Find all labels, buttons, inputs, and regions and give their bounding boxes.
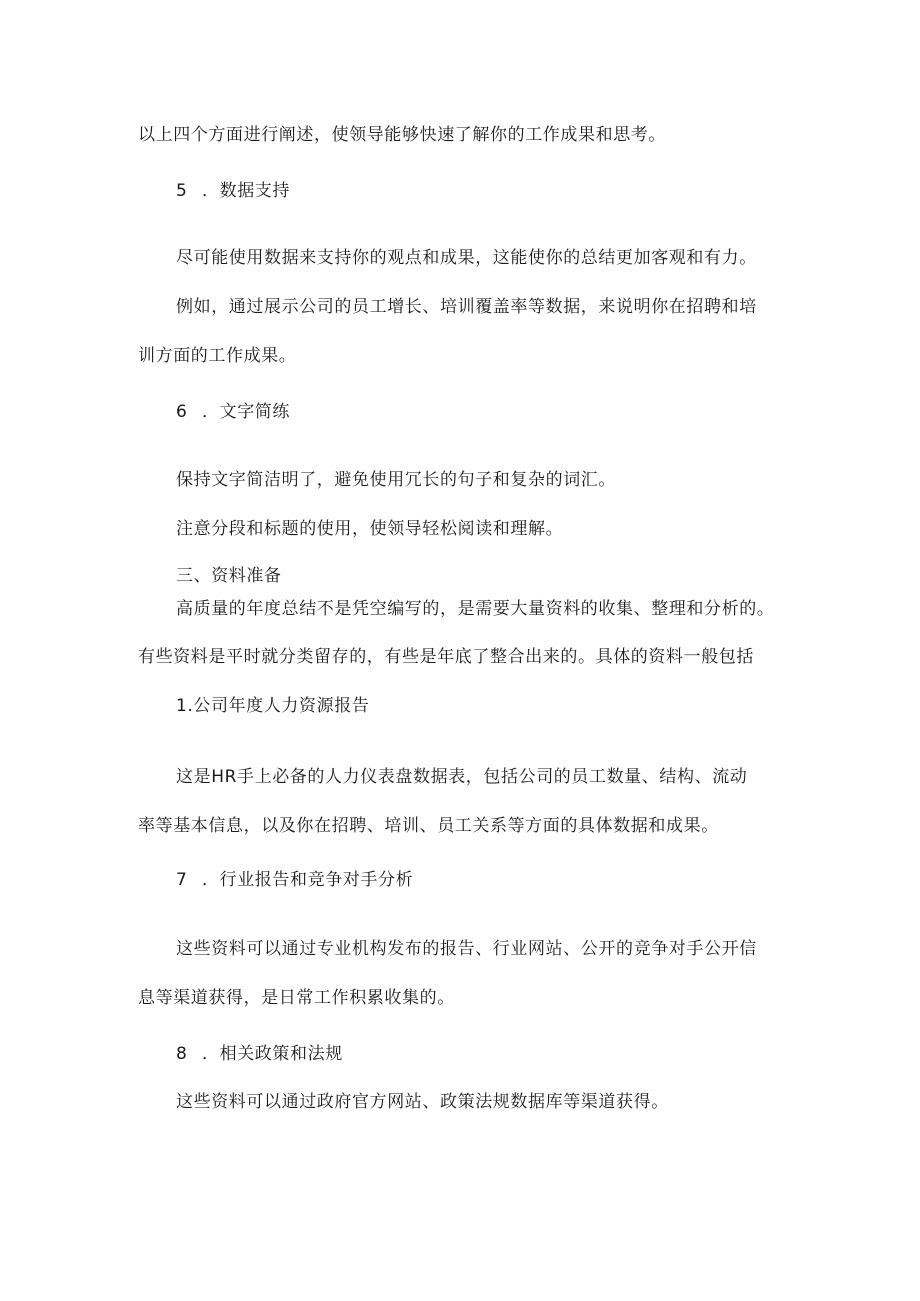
paragraph-line: 息等渠道获得，是日常工作积累收集的。 xyxy=(138,988,455,1008)
heading-title: ．相关政策和法规 xyxy=(202,1044,343,1064)
paragraph-line: 这些资料可以通过政府官方网站、政策法规数据库等渠道获得。 xyxy=(176,1092,669,1112)
paragraph-line: 高质量的年度总结不是凭空编写的，是需要大量资料的收集、整理和分析的。 xyxy=(176,599,775,619)
paragraph-line: 注意分段和标题的使用，使领导轻松阅读和理解。 xyxy=(176,519,564,539)
section-heading-8 xyxy=(176,1043,343,1065)
paragraph-line: 保持文字简洁明了，避免使用冗长的句子和复杂的词汇。 xyxy=(176,470,616,490)
section-heading-7 xyxy=(176,869,413,891)
heading-number: 8 xyxy=(176,1044,188,1064)
heading-title: ．数据支持 xyxy=(202,181,290,201)
heading-number: 6 xyxy=(176,402,188,422)
paragraph-line: 有些资料是平时就分类留存的，有些是年底了整合出来的。具体的资料一般包括 xyxy=(138,647,754,667)
section-heading-5 xyxy=(176,180,290,202)
paragraph-line: 例如，通过展示公司的员工增长、培训覆盖率等数据，来说明你在招聘和培 xyxy=(176,297,757,317)
heading-number: 5 xyxy=(176,181,188,201)
paragraph-line: 以上四个方面进行阐述，使领导能够快速了解你的工作成果和思考。 xyxy=(138,125,666,145)
heading-title: ．行业报告和竞争对手分析 xyxy=(202,870,414,890)
paragraph-line: 尽可能使用数据来支持你的观点和成果，这能使你的总结更加客观和有力。 xyxy=(176,248,757,268)
section-heading-3: 三、资料准备 xyxy=(176,566,282,586)
heading-title: ．文字简练 xyxy=(202,402,290,422)
paragraph-line: 这是HR手上必备的人力仪表盘数据表，包括公司的员工数量、结构、流动 xyxy=(176,767,748,787)
paragraph-line: 率等基本信息，以及你在招聘、培训、员工关系等方面的具体数据和成果。 xyxy=(138,816,719,836)
paragraph-line: 训方面的工作成果。 xyxy=(138,346,297,366)
heading-number: 7 xyxy=(176,870,188,890)
paragraph-line: 这些资料可以通过专业机构发布的报告、行业网站、公开的竞争对手公开信 xyxy=(176,939,757,959)
subheading-1: 1.公司年度人力资源报告 xyxy=(176,696,370,716)
section-heading-6 xyxy=(176,401,290,423)
